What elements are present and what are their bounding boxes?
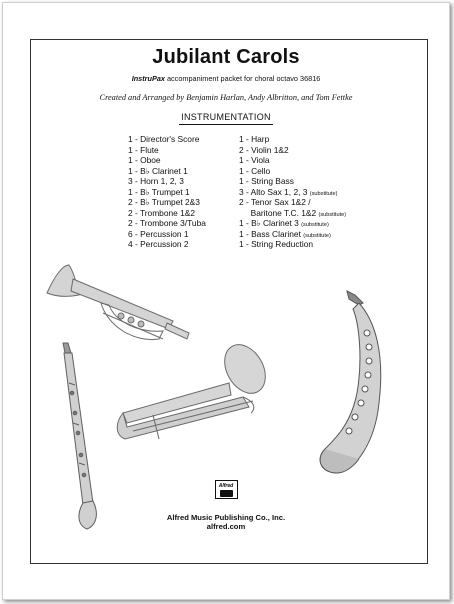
instrument-label: 1 - Bass Clarinet bbox=[239, 228, 304, 239]
instrument-label: 1 - Viola bbox=[239, 155, 270, 165]
publisher-name: Alfred Music Publishing Co., Inc. bbox=[166, 513, 286, 522]
subtitle-text: accompaniment packet for choral octavo 36816 bbox=[164, 74, 321, 83]
clarinet-illustration bbox=[63, 343, 96, 529]
saxophone-illustration bbox=[320, 291, 381, 473]
publisher-logo-wrap bbox=[3, 474, 449, 499]
alfred-logo: Alfred bbox=[215, 480, 238, 499]
instrument-label: 3 - Horn 1, 2, 3 bbox=[128, 176, 184, 186]
instrument-label: 2 - Violin 1&2 bbox=[239, 144, 289, 155]
instrument-label: 1 - Cello bbox=[239, 165, 271, 176]
instrument-label: 1 - Oboe bbox=[128, 155, 161, 165]
publisher-url: alfred.com bbox=[206, 522, 246, 531]
instrumentation-heading: INSTRUMENTATION bbox=[3, 112, 449, 125]
substitute-note: (substitute) bbox=[318, 211, 347, 218]
cover-page bbox=[2, 2, 450, 600]
instrument-illustrations bbox=[3, 3, 449, 599]
instrument-label: 2 - Trombone 1&2 bbox=[128, 207, 196, 218]
instrument-label: 1 - Director's Score bbox=[128, 134, 200, 144]
instrument-label: 4 - Percussion 2 bbox=[128, 239, 189, 249]
instrument-label: 2 - B♭ Trumpet 2&3 bbox=[128, 197, 200, 207]
trumpet-illustration bbox=[47, 265, 189, 340]
brand-name: InstruPax bbox=[131, 74, 165, 83]
substitute-note: (substitute) bbox=[301, 222, 329, 228]
trombone-illustration bbox=[117, 337, 273, 439]
instrument-label: 1 - B♭ Clarinet 1 bbox=[128, 165, 188, 176]
arranger-credits: Created and Arranged by Benjamin Harlan, Andy Albritton, and Tom Fettke bbox=[99, 93, 353, 102]
instrument-label: 1 - B♭ Trumpet 1 bbox=[128, 186, 190, 197]
substitute-note: (substitute) bbox=[309, 190, 338, 197]
cover-title: Jubilant Carols bbox=[152, 46, 300, 68]
instrument-label: 1 - Harp bbox=[239, 134, 270, 144]
instrument-label: 1 - B♭ Clarinet 3 bbox=[239, 218, 302, 228]
substitute-note: (substitute) bbox=[303, 232, 331, 239]
instrument-label: 1 - String Bass bbox=[239, 176, 294, 186]
logo-mark-icon bbox=[220, 490, 233, 497]
instrument-label: 1 - String Reduction bbox=[239, 239, 314, 249]
instrument-label: 1 - Flute bbox=[128, 144, 159, 155]
instrument-label: 3 - Alto Sax 1, 2, 3 bbox=[239, 186, 310, 197]
instrument-label: 2 - Trombone 3/Tuba bbox=[128, 218, 206, 228]
instrument-label: 6 - Percussion 1 bbox=[128, 228, 189, 239]
instrument-label: Baritone T.C. 1&2 bbox=[239, 207, 319, 218]
instrument-label: 2 - Tenor Sax 1&2 / bbox=[239, 197, 311, 207]
